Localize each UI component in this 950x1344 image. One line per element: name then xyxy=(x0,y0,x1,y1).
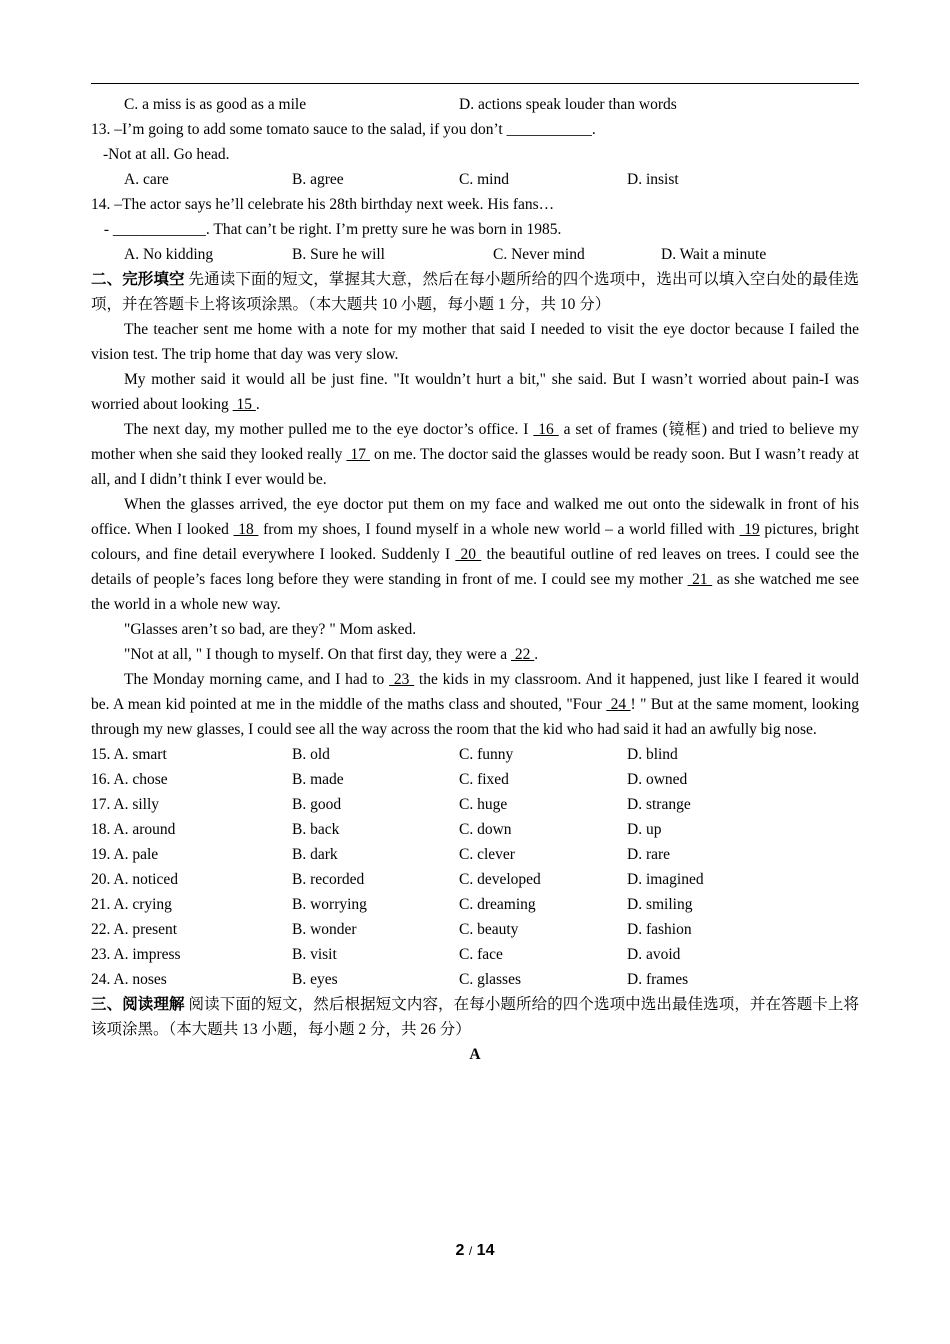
passage-paragraph-2: My mother said it would all be just fine. "It wouldn’t hurt a bit," she said. But I wasn’t worried about pain-I was worried about looking 15 . xyxy=(91,371,859,413)
q13-option-d: D. insist xyxy=(627,171,679,188)
passage-paragraph-1: The teacher sent me home with a note for my mother that said I needed to visit the eye doctor because I failed the vision test. The trip home that day was very slow. xyxy=(91,321,859,363)
q13-option-a: A. care xyxy=(124,171,169,188)
passage-paragraph-6: "Not at all, " I though to myself. On that first day, they were a 22 . xyxy=(124,646,539,663)
cloze-row-19: 19. A. pale B. dark C. clever D. rare xyxy=(91,846,671,863)
cloze-row-21: 21. A. crying B. worrying C. dreaming D. smiling xyxy=(91,896,693,913)
q14-option-a: A. No kidding xyxy=(124,246,214,263)
cloze-row-16: 16. A. chose B. made C. fixed D. owned xyxy=(91,771,688,788)
passage-paragraph-7: The Monday morning came, and I had to 23 the kids in my classroom. And it happened, just like I feared it would be. A mean kid pointed at me in the middle of the maths class and shouted, "Four 24 ! " But at the same moment, looking through my new glasses, I could see all the way across the room that the kid who had said it had an awfully big nose. xyxy=(91,671,859,738)
total-pages: 14 xyxy=(476,1242,495,1259)
header-rule xyxy=(91,83,859,84)
q13-reply: -Not at all. Go head. xyxy=(103,146,230,163)
q14-option-b: B. Sure he will xyxy=(292,246,385,263)
blank-20: 20 xyxy=(455,546,482,563)
q12-options xyxy=(91,92,859,117)
blank-23: 23 xyxy=(389,671,415,688)
cloze-row-17: 17. A. silly B. good C. huge D. strange xyxy=(91,796,691,813)
section3-instructions: 阅读下面的短文，然后根据短文内容，在每小题所给的四个选项中选出最佳选项，并在答题卡上将该项涂黑。（本大题共 13 小题，每小题 2 分，共 26 分） xyxy=(91,996,859,1038)
blank-21: 21 xyxy=(687,571,713,588)
page-number: 2 / 14 xyxy=(455,1242,495,1259)
passage-label: A xyxy=(469,1046,481,1063)
q14-stem: 14. –The actor says he’ll celebrate his 28th birthday next week. His fans… xyxy=(91,196,555,213)
cloze-row-18: 18. A. around B. back C. down D. up xyxy=(91,821,662,838)
blank-15: 15 xyxy=(232,396,256,413)
q13-option-b: B. agree xyxy=(292,171,344,188)
current-page: 2 xyxy=(455,1242,465,1259)
section2-title: 二、完形填空 xyxy=(91,271,185,288)
cloze-row-23: 23. A. impress B. visit C. face D. avoid xyxy=(91,946,681,963)
blank-22: 22 xyxy=(511,646,535,663)
cloze-row-24: 24. A. noses B. eyes C. glasses D. frames xyxy=(91,971,689,988)
cloze-row-22: 22. A. present B. wonder C. beauty D. fashion xyxy=(91,921,692,938)
blank-16: 16 xyxy=(533,421,559,438)
passage-paragraph-5: "Glasses aren’t so bad, are they? " Mom asked. xyxy=(124,621,417,638)
q13-stem: 13. –I’m going to add some tomato sauce to the salad, if you don’t ___________. xyxy=(91,121,596,138)
q14-reply: - ____________. That can’t be right. I’m pretty sure he was born in 1985. xyxy=(100,221,562,238)
passage-paragraph-3: The next day, my mother pulled me to the eye doctor’s office. I 16 a set of frames (镜框) and tried to believe my mother when she said they looked really 17 on me. The doctor said the glasses would be ready soon. But I wasn’t ready at all, and I didn’t think I ever would be. xyxy=(91,421,860,488)
q12-option-d: D. actions speak louder than words xyxy=(459,96,677,113)
q14-option-c: C. Never mind xyxy=(493,246,585,263)
blank-19: 19 xyxy=(739,521,760,538)
section3-header xyxy=(91,992,859,1042)
q13-options xyxy=(91,167,859,192)
section2-instructions: 先通读下面的短文，掌握其大意，然后在每小题所给的四个选项中，选出可以填入空白处的最佳选项，并在答题卡上将该项涂黑。（本大题共 10 小题，每小题 1 分，共 10 分） xyxy=(91,271,859,313)
q12-option-c: C. a miss is as good as a mile xyxy=(124,96,307,113)
q14-option-d: D. Wait a minute xyxy=(661,246,767,263)
blank-24: 24 xyxy=(606,696,631,713)
cloze-options xyxy=(91,742,859,992)
cloze-row-15: 15. A. smart B. old C. funny D. blind xyxy=(91,746,678,763)
q14-options xyxy=(91,242,859,267)
passage-paragraph-4: When the glasses arrived, the eye doctor put them on my face and walked me out onto the sidewalk in front of his office. When I looked 18 from my shoes, I found myself in a whole new world – a world filled with 19 pictures, bright colours, and fine detail everywhere I looked. Suddenly I 20 the beautiful outline of red leaves on trees. I could see the details of people’s faces long before they were standing in front of me. I could see my mother 21 as she watched me see the world in a whole new way. xyxy=(91,496,860,613)
page-content xyxy=(91,92,859,1067)
cloze-row-20: 20. A. noticed B. recorded C. developed D. imagined xyxy=(91,871,704,888)
section3-title: 三、阅读理解 xyxy=(91,996,185,1013)
section2-header xyxy=(91,267,859,317)
blank-18: 18 xyxy=(233,521,259,538)
blank-17: 17 xyxy=(346,446,370,463)
q13-option-c: C. mind xyxy=(459,171,509,188)
